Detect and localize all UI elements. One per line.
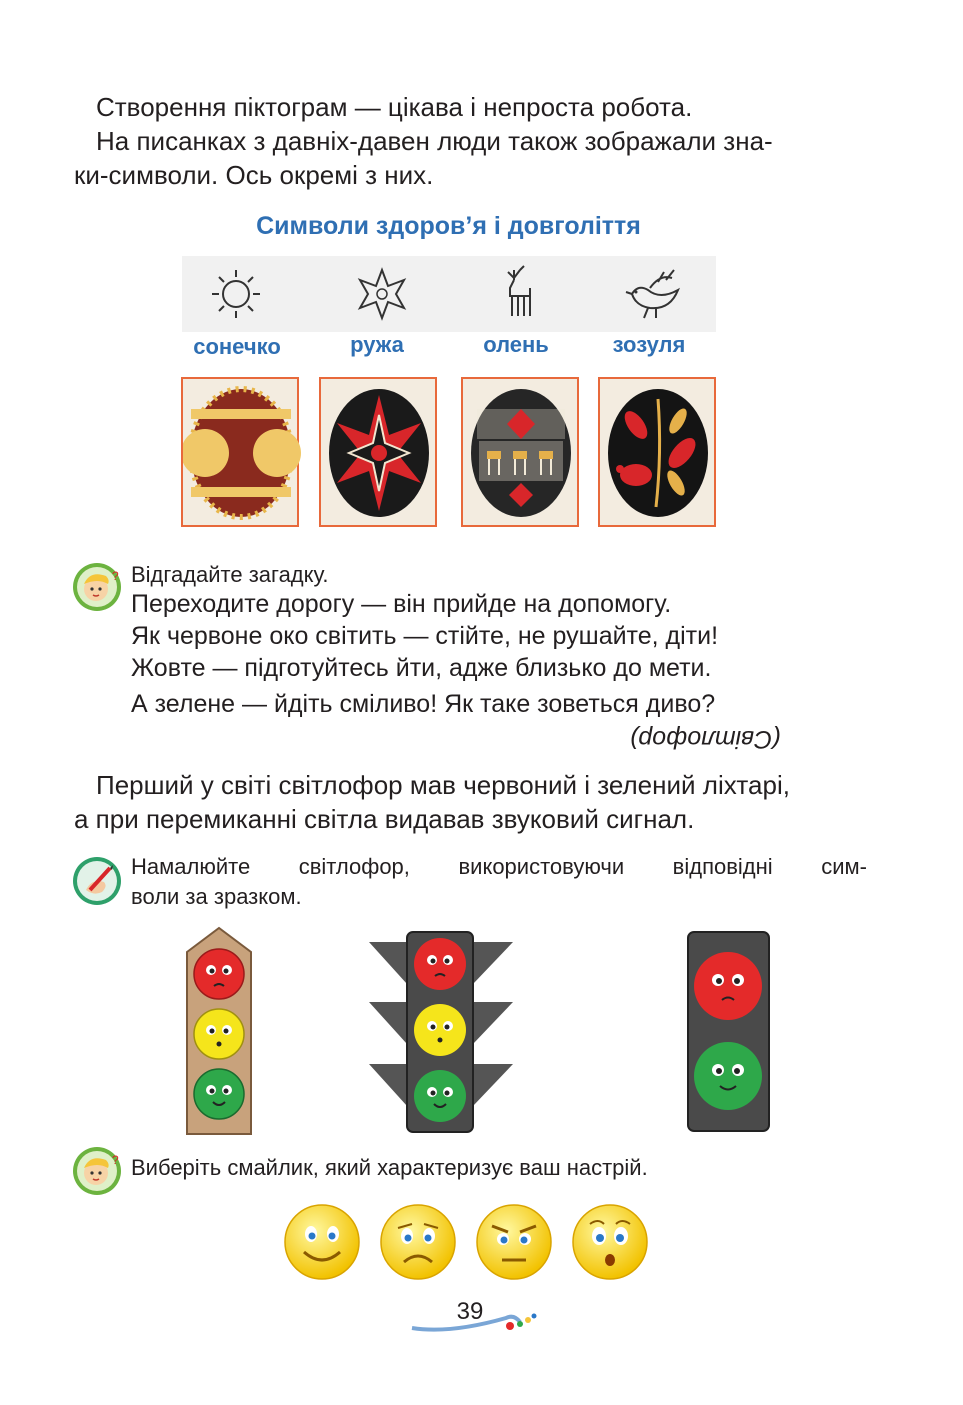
page-number: 39 — [456, 1298, 484, 1325]
fact-line-1: Перший у світі світлофор мав червоний і зелений ліхтарі, — [96, 770, 790, 800]
star-rose-icon — [332, 256, 432, 332]
deer-icon — [470, 256, 570, 332]
green-face-light — [194, 1069, 244, 1119]
intro-line-3: ки-символи. Ось окремі з них. — [74, 160, 434, 190]
mood-task-text: Виберіть смайлик, який характеризує ваш настрій. — [131, 1155, 648, 1180]
pysanka-sun — [181, 377, 299, 527]
sad-smiley[interactable] — [378, 1202, 458, 1282]
intro-line-2: На писанках з давніх-давен люди також зображали зна- — [96, 126, 773, 156]
pencil-hand-icon — [72, 856, 122, 906]
angry-smiley[interactable] — [474, 1202, 554, 1282]
red-face-light — [694, 952, 762, 1020]
intro-line-1: Створення піктограм — цікава і непроста робота. — [96, 92, 693, 122]
pysanka-star — [319, 377, 437, 527]
surprised-smiley[interactable] — [570, 1202, 650, 1282]
cuckoo-bird-icon — [604, 256, 704, 332]
svg-text:?: ? — [112, 569, 119, 583]
symbol-label-sun: сонечко — [193, 334, 281, 359]
riddle-answer: (Світлофор) — [630, 725, 781, 753]
riddle-line-4: А зелене — йдіть сміливо! Як таке зоветься диво? — [131, 690, 716, 718]
red-face-light — [414, 938, 466, 990]
happy-smiley[interactable] — [282, 1202, 362, 1282]
boy-think-icon — [72, 1146, 122, 1196]
traffic-light-house — [184, 926, 254, 1136]
symbols-strip — [182, 256, 716, 332]
traffic-light-classic — [369, 930, 513, 1135]
riddle-line-2: Як червоне око світить — стійте, не рушайте, діти! — [131, 622, 719, 650]
svg-text:?: ? — [112, 1153, 119, 1167]
symbol-label-rose: ружа — [350, 332, 404, 357]
green-face-light — [694, 1042, 762, 1110]
sun-icon — [186, 256, 286, 332]
boy-think-icon — [72, 562, 122, 612]
drawing-task-line-1: Намалюйте світлофор, використовуючи відповідні сим- — [131, 854, 867, 879]
symbols-title: Символи здоров’я і довголіття — [256, 212, 641, 240]
pysanka-bird — [598, 377, 716, 527]
symbol-label-cuckoo: зозуля — [612, 332, 686, 357]
traffic-light-pedestrian — [686, 930, 771, 1133]
drawing-task-line-2: воли за зразком. — [131, 884, 302, 909]
green-face-light — [414, 1070, 466, 1122]
riddle-line-3: Жовте — підготуйтесь йти, адже близько до мети. — [131, 654, 712, 682]
symbol-label-deer: олень — [483, 332, 549, 357]
riddle-line-1: Переходите дорогу — він прийде на допомогу. — [131, 590, 672, 618]
pysanka-deer — [461, 377, 579, 527]
riddle-instruction: Відгадайте загадку. — [131, 562, 329, 587]
yellow-face-light — [194, 1009, 244, 1059]
fact-line-2: а при перемиканні світла видавав звуковий сигнал. — [74, 804, 695, 834]
red-face-light — [194, 949, 244, 999]
yellow-face-light — [414, 1004, 466, 1056]
